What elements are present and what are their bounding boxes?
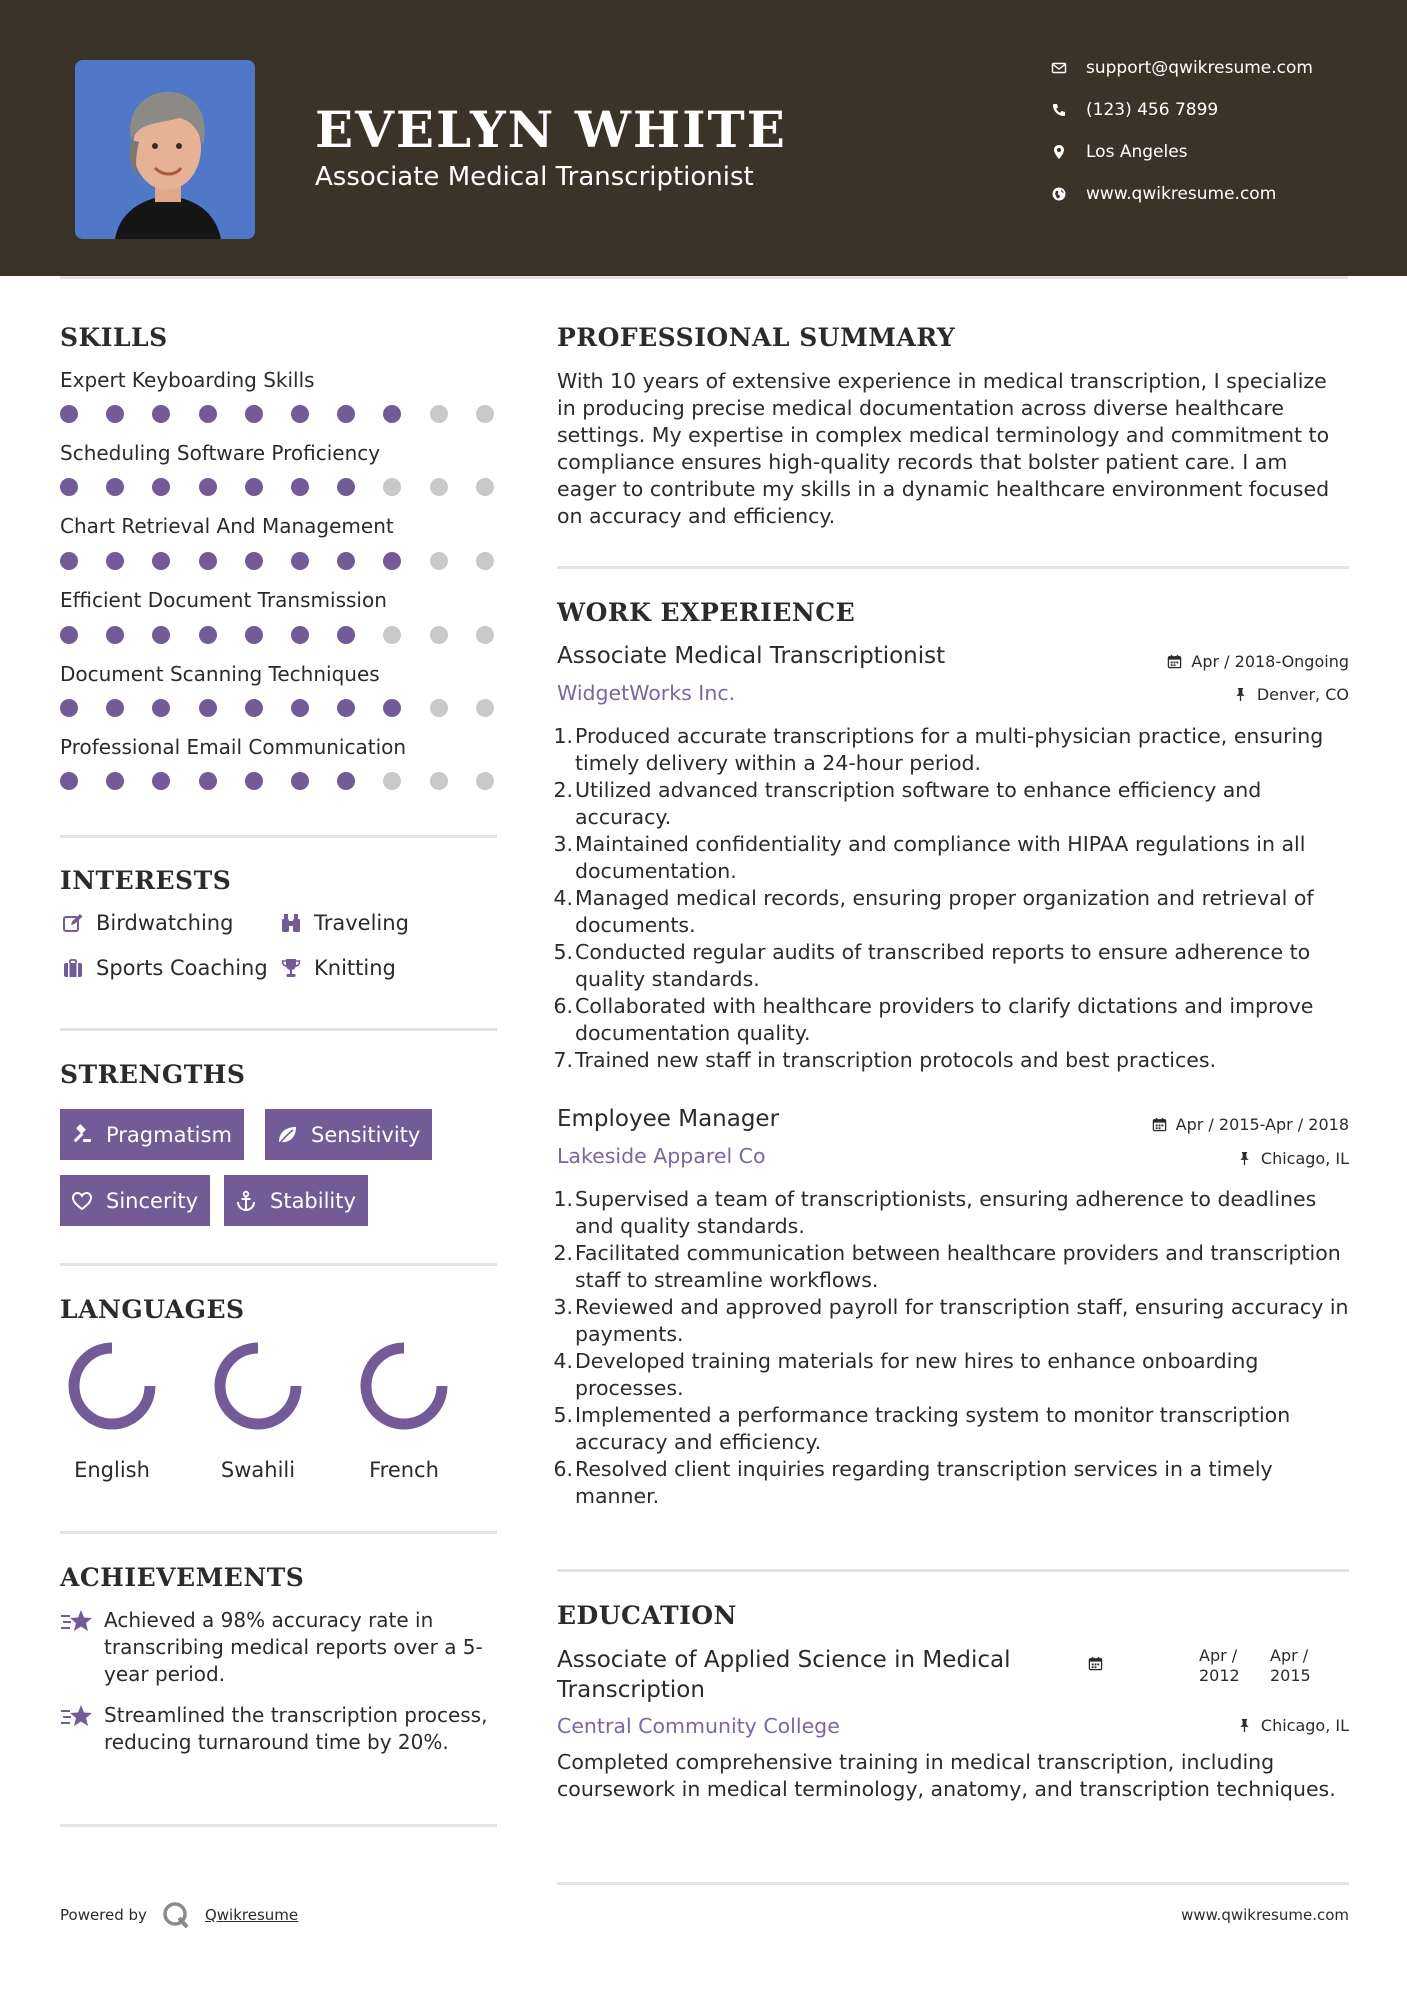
job-bullet	[553, 1294, 1349, 1348]
job-bullet	[553, 939, 1349, 993]
skill-dot-empty	[476, 478, 494, 496]
education-end-date: Apr / 2015	[1270, 1646, 1311, 1685]
skill-dot-filled	[337, 772, 355, 790]
globe-icon	[1050, 185, 1068, 203]
skill-name: Document Scanning Techniques	[60, 662, 380, 686]
skill-dot-filled	[337, 478, 355, 496]
strength-chip	[60, 1109, 244, 1160]
school-name: Central Community College	[557, 1714, 840, 1738]
skill-dot-empty	[383, 478, 401, 496]
achievement-text: Achieved a 98% accuracy rate in transcribing medical reports over a 5-year period.	[104, 1608, 483, 1686]
calendar-icon	[1152, 1117, 1168, 1133]
skill-dot-filled	[291, 626, 309, 644]
skill-name: Efficient Document Transmission	[60, 588, 387, 612]
bullet-text: Produced accurate transcriptions for a multi-physician practice, ensuring timely delivery within a 24-hour period.	[575, 724, 1324, 775]
skill-dot-filled	[291, 478, 309, 496]
company-name: Lakeside Apparel Co	[557, 1144, 766, 1168]
language-item	[198, 1336, 318, 1482]
skill-dot-filled	[152, 772, 170, 790]
leaf-icon	[275, 1123, 299, 1147]
job-bullets	[553, 1186, 1349, 1510]
bullet-text: Implemented a performance tracking system to monitor transcription accuracy and efficiency.	[575, 1403, 1291, 1454]
skill-name: Expert Keyboarding Skills	[60, 368, 315, 392]
skill-dot-filled	[337, 626, 355, 644]
strength-chip	[265, 1109, 432, 1160]
skills-heading: SKILLS	[60, 323, 168, 352]
binoculars-icon	[278, 912, 304, 934]
bullet-text: Facilitated communication between healthcare providers and transcription staff to streamline workflows.	[575, 1241, 1341, 1292]
envelope-icon	[1050, 59, 1068, 77]
skill-dot-empty	[476, 552, 494, 570]
interest-label: Knitting	[314, 956, 396, 980]
skill-dot-filled	[291, 405, 309, 423]
degree-title: Associate of Applied Science in Medical Transcription	[557, 1647, 1011, 1703]
bullet-text: Collaborated with healthcare providers to clarify dictations and improve documentation quality.	[575, 994, 1314, 1045]
skill-dot-empty	[430, 405, 448, 423]
pushpin-icon	[1233, 687, 1249, 703]
skill-dot-filled	[245, 405, 263, 423]
skill-dot-filled	[60, 552, 78, 570]
brand-link[interactable]: Qwikresume	[204, 1906, 299, 1924]
contact-phone[interactable]	[1050, 100, 1370, 120]
language-ring	[354, 1336, 454, 1436]
interest-item	[60, 956, 268, 980]
bullet-number: 1.	[553, 1187, 573, 1211]
education-date-icon-wrap	[1088, 1656, 1112, 1672]
resume-header	[0, 0, 1407, 276]
summary-text: With 10 years of extensive experience in medical transcription, I specialize in producing precise medical documentation across diverse healthcare settings. My expertise in complex medical terminology and commitment to compliance ensures high-quality records that bolster patient care. I am eager to contribute my skills in a dynamic healthcare environment focused on accuracy and efficiency.	[557, 369, 1330, 528]
bullet-text: Supervised a team of transcriptionists, ensuring adherence to deadlines and quality standards.	[575, 1187, 1317, 1238]
skill-name: Professional Email Communication	[60, 735, 407, 759]
bullet-text: Resolved client inquiries regarding transcription services in a timely manner.	[575, 1457, 1273, 1508]
education-description: Completed comprehensive training in medical transcription, including coursework in medical terminology, anatomy, and transcription techniques.	[557, 1750, 1336, 1801]
job-location	[1237, 1149, 1349, 1168]
skill-dot-filled	[106, 626, 124, 644]
strength-label: Sincerity	[106, 1188, 199, 1213]
bullet-number: 6.	[553, 1457, 573, 1481]
job-title: Associate Medical Transcriptionist	[557, 643, 946, 669]
bullet-number: 4.	[553, 1349, 573, 1373]
skill-dot-filled	[106, 552, 124, 570]
skill-dot-filled	[152, 478, 170, 496]
header-divider	[60, 276, 1348, 279]
interest-item	[278, 956, 396, 980]
skill-dot-filled	[60, 772, 78, 790]
skill-dot-filled	[383, 552, 401, 570]
candidate-title: Associate Medical Transcriptionist	[315, 162, 754, 192]
job-bullet	[553, 1047, 1349, 1074]
job-bullet	[553, 1456, 1349, 1510]
skill-name: Scheduling Software Proficiency	[60, 441, 381, 465]
skill-dot-filled	[199, 699, 217, 717]
summary-heading: PROFESSIONAL SUMMARY	[557, 323, 956, 352]
job-location	[1233, 685, 1349, 704]
skill-dot-filled	[60, 626, 78, 644]
education-location-text: Chicago, IL	[1260, 1716, 1349, 1735]
bullet-text: Conducted regular audits of transcribed reports to ensure adherence to quality standards.	[575, 940, 1311, 991]
skill-dot-filled	[60, 478, 78, 496]
skill-dot-filled	[152, 552, 170, 570]
bullet-number: 2.	[553, 778, 573, 802]
footer-website[interactable]: www.qwikresume.com	[1181, 1906, 1349, 1924]
interest-item	[278, 911, 409, 935]
achievement-item	[60, 1607, 500, 1688]
skill-dot-filled	[199, 478, 217, 496]
job-bullet	[553, 1402, 1349, 1456]
section-divider	[557, 566, 1349, 569]
candidate-name: EVELYN WHITE	[315, 100, 787, 159]
skill-rating	[60, 478, 500, 496]
strength-label: Sensitivity	[311, 1122, 421, 1147]
skill-dot-filled	[291, 772, 309, 790]
job-bullet	[553, 831, 1349, 885]
company-name: WidgetWorks Inc.	[557, 681, 736, 705]
bullet-number: 6.	[553, 994, 573, 1018]
skill-dot-empty	[383, 772, 401, 790]
job-location-text: Denver, CO	[1256, 685, 1349, 704]
job-date-text: Apr / 2018-Ongoing	[1191, 652, 1349, 671]
section-divider	[60, 1028, 497, 1031]
strength-chip	[224, 1175, 368, 1226]
skill-dot-empty	[430, 552, 448, 570]
skill-dot-filled	[245, 699, 263, 717]
contact-location	[1050, 142, 1370, 162]
skill-dot-empty	[430, 626, 448, 644]
skill-dot-filled	[199, 772, 217, 790]
section-divider	[557, 1882, 1349, 1885]
achievement-text: Streamlined the transcription process, reducing turnaround time by 20%.	[104, 1703, 488, 1754]
strengths-heading: STRENGTHS	[60, 1060, 246, 1089]
shooting-star-icon	[60, 1702, 94, 1730]
skill-dot-filled	[106, 405, 124, 423]
skill-dot-filled	[245, 626, 263, 644]
skill-dot-filled	[152, 405, 170, 423]
skill-dot-empty	[430, 478, 448, 496]
skill-dot-empty	[430, 772, 448, 790]
language-name: Swahili	[220, 1458, 296, 1482]
job-bullet	[553, 1348, 1349, 1402]
interest-label: Birdwatching	[96, 911, 234, 935]
bullet-number: 5.	[553, 940, 573, 964]
skill-dot-empty	[383, 626, 401, 644]
skill-dot-filled	[245, 552, 263, 570]
strength-label: Stability	[270, 1188, 356, 1213]
language-name: English	[74, 1458, 150, 1482]
skill-dot-filled	[245, 772, 263, 790]
skill-dot-filled	[152, 626, 170, 644]
job-bullet	[553, 1240, 1349, 1294]
location-pin-icon	[1050, 143, 1068, 161]
skill-dot-filled	[152, 699, 170, 717]
briefcase-icon	[60, 957, 86, 979]
job-date-text: Apr / 2015-Apr / 2018	[1175, 1115, 1349, 1134]
experience-heading: WORK EXPERIENCE	[557, 598, 856, 627]
strength-chip	[60, 1175, 210, 1226]
skill-dot-filled	[60, 699, 78, 717]
skill-dot-filled	[106, 772, 124, 790]
shooting-star-icon	[60, 1607, 94, 1635]
bullet-text: Managed medical records, ensuring proper organization and retrieval of documents.	[575, 886, 1314, 937]
bullet-number: 5.	[553, 1403, 573, 1427]
anchor-icon	[234, 1189, 258, 1213]
job-date	[1152, 1115, 1349, 1134]
skill-dot-filled	[199, 552, 217, 570]
bullet-number: 4.	[553, 886, 573, 910]
job-date	[1167, 652, 1349, 671]
languages-heading: LANGUAGES	[60, 1295, 245, 1324]
job-bullets	[553, 723, 1349, 1074]
calendar-icon	[1088, 1656, 1104, 1672]
language-item	[52, 1336, 172, 1482]
language-item	[344, 1336, 464, 1482]
skill-dot-filled	[106, 478, 124, 496]
calendar-icon	[1167, 654, 1183, 670]
skill-dot-empty	[476, 405, 494, 423]
contact-website-text: www.qwikresume.com	[1086, 184, 1277, 204]
pushpin-icon	[1237, 1718, 1253, 1734]
job-bullet	[553, 993, 1349, 1047]
bullet-number: 3.	[553, 832, 573, 856]
contact-email[interactable]	[1050, 58, 1370, 78]
trophy-icon	[278, 957, 304, 979]
section-divider	[60, 1531, 497, 1534]
skill-dot-filled	[60, 405, 78, 423]
bullet-text: Reviewed and approved payroll for transcription staff, ensuring accuracy in payments.	[575, 1295, 1349, 1346]
section-divider	[557, 1569, 1349, 1572]
job-bullet	[553, 885, 1349, 939]
language-name: French	[369, 1458, 439, 1482]
skill-dot-filled	[291, 552, 309, 570]
skill-dot-filled	[383, 405, 401, 423]
education-location	[1237, 1716, 1349, 1735]
achievement-item	[60, 1702, 500, 1756]
job-location-text: Chicago, IL	[1260, 1149, 1349, 1168]
bullet-text: Developed training materials for new hires to enhance onboarding processes.	[575, 1349, 1259, 1400]
skill-dot-filled	[337, 405, 355, 423]
edit-icon	[60, 912, 86, 934]
job-bullet	[553, 1186, 1349, 1240]
section-divider	[60, 1263, 497, 1266]
education-start-date: Apr / 2012	[1199, 1646, 1240, 1685]
qwikresume-logo-icon	[161, 1900, 191, 1930]
skill-dot-filled	[383, 699, 401, 717]
skill-dot-empty	[476, 626, 494, 644]
interest-label: Sports Coaching	[96, 956, 268, 980]
job-bullet	[553, 777, 1349, 831]
language-ring	[62, 1336, 162, 1436]
skill-dot-empty	[476, 699, 494, 717]
skill-dot-filled	[337, 699, 355, 717]
skill-dot-filled	[199, 405, 217, 423]
skill-rating	[60, 699, 500, 717]
heart-icon	[70, 1189, 94, 1213]
skill-name: Chart Retrieval And Management	[60, 514, 394, 538]
section-divider	[60, 835, 497, 838]
achievements-heading: ACHIEVEMENTS	[60, 1563, 305, 1592]
phone-icon	[1050, 101, 1068, 119]
skill-rating	[60, 405, 500, 423]
skill-rating	[60, 626, 500, 644]
skill-dot-empty	[476, 772, 494, 790]
interests-heading: INTERESTS	[60, 866, 232, 895]
bullet-number: 2.	[553, 1241, 573, 1265]
skill-rating	[60, 552, 500, 570]
skill-dot-filled	[106, 699, 124, 717]
bullet-number: 3.	[553, 1295, 573, 1319]
skill-dot-filled	[245, 478, 263, 496]
profile-photo	[75, 60, 255, 239]
strength-label: Pragmatism	[106, 1122, 232, 1147]
bullet-text: Utilized advanced transcription software to enhance efficiency and accuracy.	[575, 778, 1262, 829]
bullet-text: Maintained confidentiality and compliance with HIPAA regulations in all documentation.	[575, 832, 1306, 883]
footer-powered-by	[60, 1900, 298, 1930]
bullet-number: 1.	[553, 724, 573, 748]
section-divider	[60, 1824, 497, 1827]
profile-photo-image	[75, 60, 255, 239]
education-heading: EDUCATION	[557, 1601, 737, 1630]
pushpin-icon	[1237, 1151, 1253, 1167]
skill-dot-filled	[337, 552, 355, 570]
contact-phone-text: (123) 456 7899	[1086, 100, 1219, 120]
bullet-number: 7.	[553, 1048, 573, 1072]
gavel-icon	[70, 1123, 94, 1147]
job-bullet	[553, 723, 1349, 777]
contact-email-text: support@qwikresume.com	[1086, 58, 1313, 78]
powered-by-text: Powered by	[60, 1906, 147, 1924]
skill-dot-empty	[430, 699, 448, 717]
job-title: Employee Manager	[557, 1106, 780, 1132]
interest-item	[60, 911, 233, 935]
contact-location-text: Los Angeles	[1086, 142, 1188, 162]
skill-dot-filled	[291, 699, 309, 717]
skill-dot-filled	[199, 626, 217, 644]
skill-rating	[60, 772, 500, 790]
contact-website[interactable]	[1050, 184, 1370, 204]
bullet-text: Trained new staff in transcription protocols and best practices.	[575, 1048, 1217, 1072]
language-ring	[208, 1336, 308, 1436]
interest-label: Traveling	[314, 911, 409, 935]
